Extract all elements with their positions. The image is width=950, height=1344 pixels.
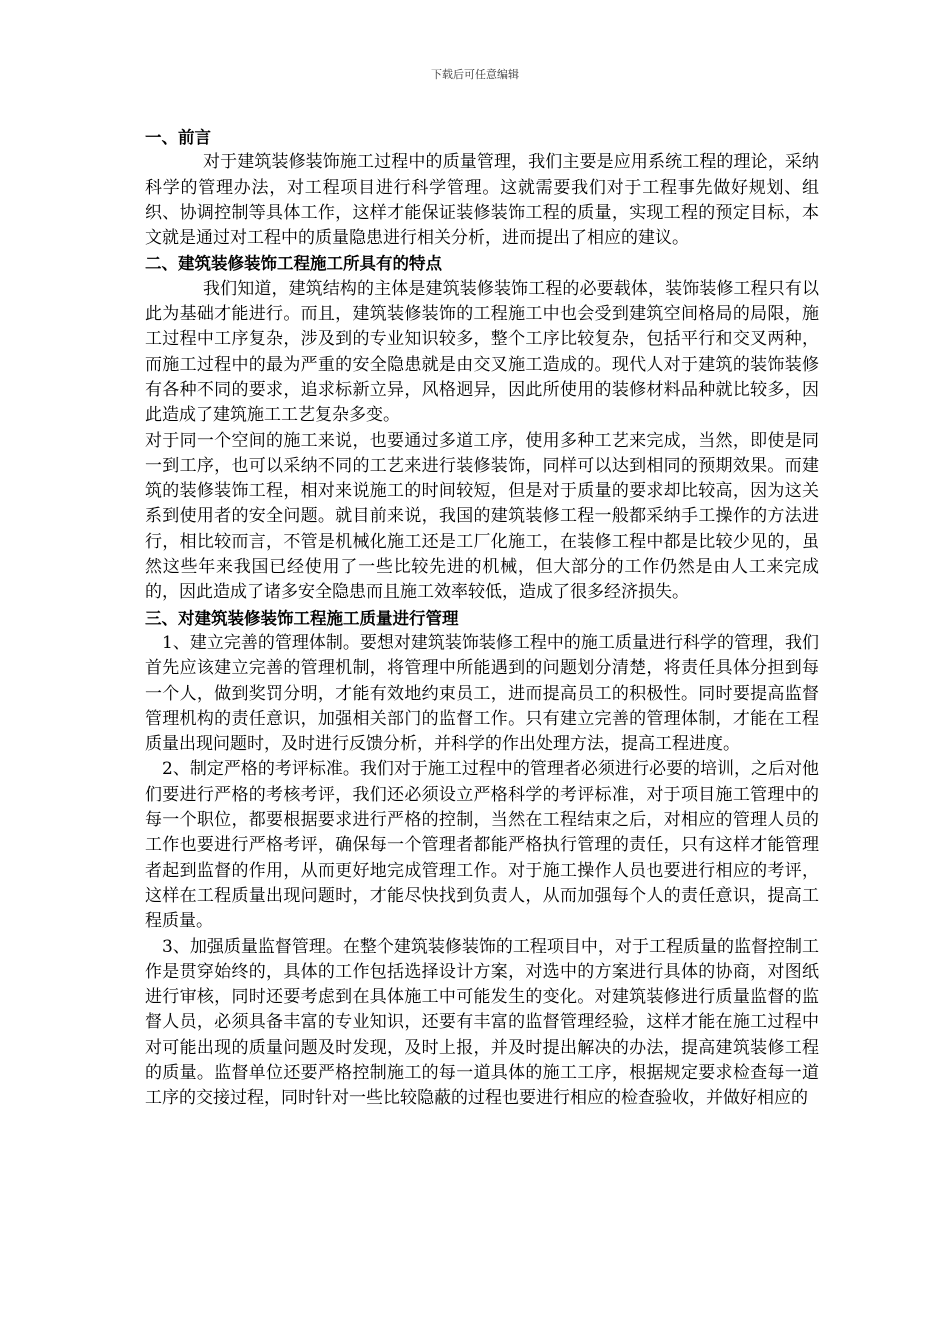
section-heading-1: 一、前言	[145, 128, 211, 147]
section-heading-2: 二、建筑装修装饰工程施工所具有的特点	[145, 254, 442, 274]
paragraph: 我们知道，建筑结构的主体是建筑装修装饰工程的必要载体，装饰装修工程只有以此为基础才能进行。而且，建筑装修装饰的工程施工中也会受到建筑空间格局的局限，施工过程中工序复杂，涉及到的专业知识较多，整个工序比较复杂，包括平行和交叉两种，而施工过程中的最为严重的安全隐患就是由交叉施工造成的。现代人对于建筑的装饰装修有各种不同的要求，追求标新立异，风格迥异，因此所使用的装修材料品种就比较多，因此造成了建筑施工工艺复杂多变。	[145, 278, 819, 426]
page-header: 下载后可任意编辑	[431, 68, 519, 81]
paragraph: 1、建立完善的管理体制。要想对建筑装饰装修工程中的施工质量进行科学的管理，我们首先应该建立完善的管理机制，将管理中所能遇到的问题划分清楚，将责任具体分担到每一个人，做到奖罚分明，才能有效地约束员工，进而提高员工的积极性。同时要提高监督管理机构的责任意识，加强相关部门的监督工作。只有建立完善的管理体制，才能在工程质量出现问题时，及时进行反馈分析，并科学的作出处理方法，提高工程进度。	[145, 632, 819, 755]
paragraph: 3、加强质量监督管理。在整个建筑装修装饰的工程项目中，对于工程质量的监督控制工作是贯穿始终的，具体的工作包括选择设计方案，对选中的方案进行具体的协商，对图纸进行审核，同时还要考虑到在具体施工中可能发生的变化。对建筑装修进行质量监督的监督人员，必须具备丰富的专业知识，还要有丰富的监督管理经验，这样才能在施工过程中对可能出现的质量问题及时发现，及时上报，并及时提出解决的办法，提高建筑装修工程的质量。监督单位还要严格控制施工的每一道具体的施工工序，根据规定要求检查每一道工序的交接过程，同时针对一些比较隐蔽的过程也要进行相应的检查验收，并做好相应的	[145, 936, 819, 1109]
section-heading-3: 三、对建筑装修装饰工程施工质量进行管理	[145, 608, 459, 628]
paragraph: 2、制定严格的考评标准。我们对于施工过程中的管理者必须进行必要的培训，之后对他们要进行严格的考核考评，我们还必须设立严格科学的考评标准，对于项目施工管理中的每一个职位，都要根据要求进行严格的控制，当然在工程结束之后，对相应的管理人员的工作也要进行严格考评，确保每一个管理者都能严格执行管理的责任，只有这样才能管理者起到监督的作用，从而更好地完成管理工作。对于施工操作人员也要进行相应的考评，这样在工程质量出现问题时，才能尽快找到负责人，从而加强每个人的责任意识，提高工程质量。	[145, 759, 819, 932]
paragraph: 对于同一个空间的施工来说，也要通过多道工序，使用多种工艺来完成，当然，即使是同一到工序，也可以采纳不同的工艺来进行装修装饰，同样可以达到相同的预期效果。而建筑的装修装饰工程，相对来说施工的时间较短，但是对于质量的要求却比较高，因为这关系到使用者的安全问题。就目前来说，我国的建筑装修工程一般都采纳手工操作的方法进行，相比较而言，不管是机械化施工还是工厂化施工，在装修工程中都是比较少见的，虽然这些年来我国已经使用了一些比较先进的机械，但大部分的工作仍然是由人工来完成的，因此造成了诸多安全隐患而且施工效率较低，造成了很多经济损失。	[145, 430, 819, 603]
paragraph: 对于建筑装修装饰施工过程中的质量管理，我们主要是应用系统工程的理论，采纳科学的管理办法，对工程项目进行科学管理。这就需要我们对于工程事先做好规划、组织、协调控制等具体工作，这样才能保证装修装饰工程的质量，实现工程的预定目标，本文就是通过对工程中的质量隐患进行相关分析，进而提出了相应的建议。	[145, 152, 819, 249]
document-body	[145, 125, 819, 1112]
